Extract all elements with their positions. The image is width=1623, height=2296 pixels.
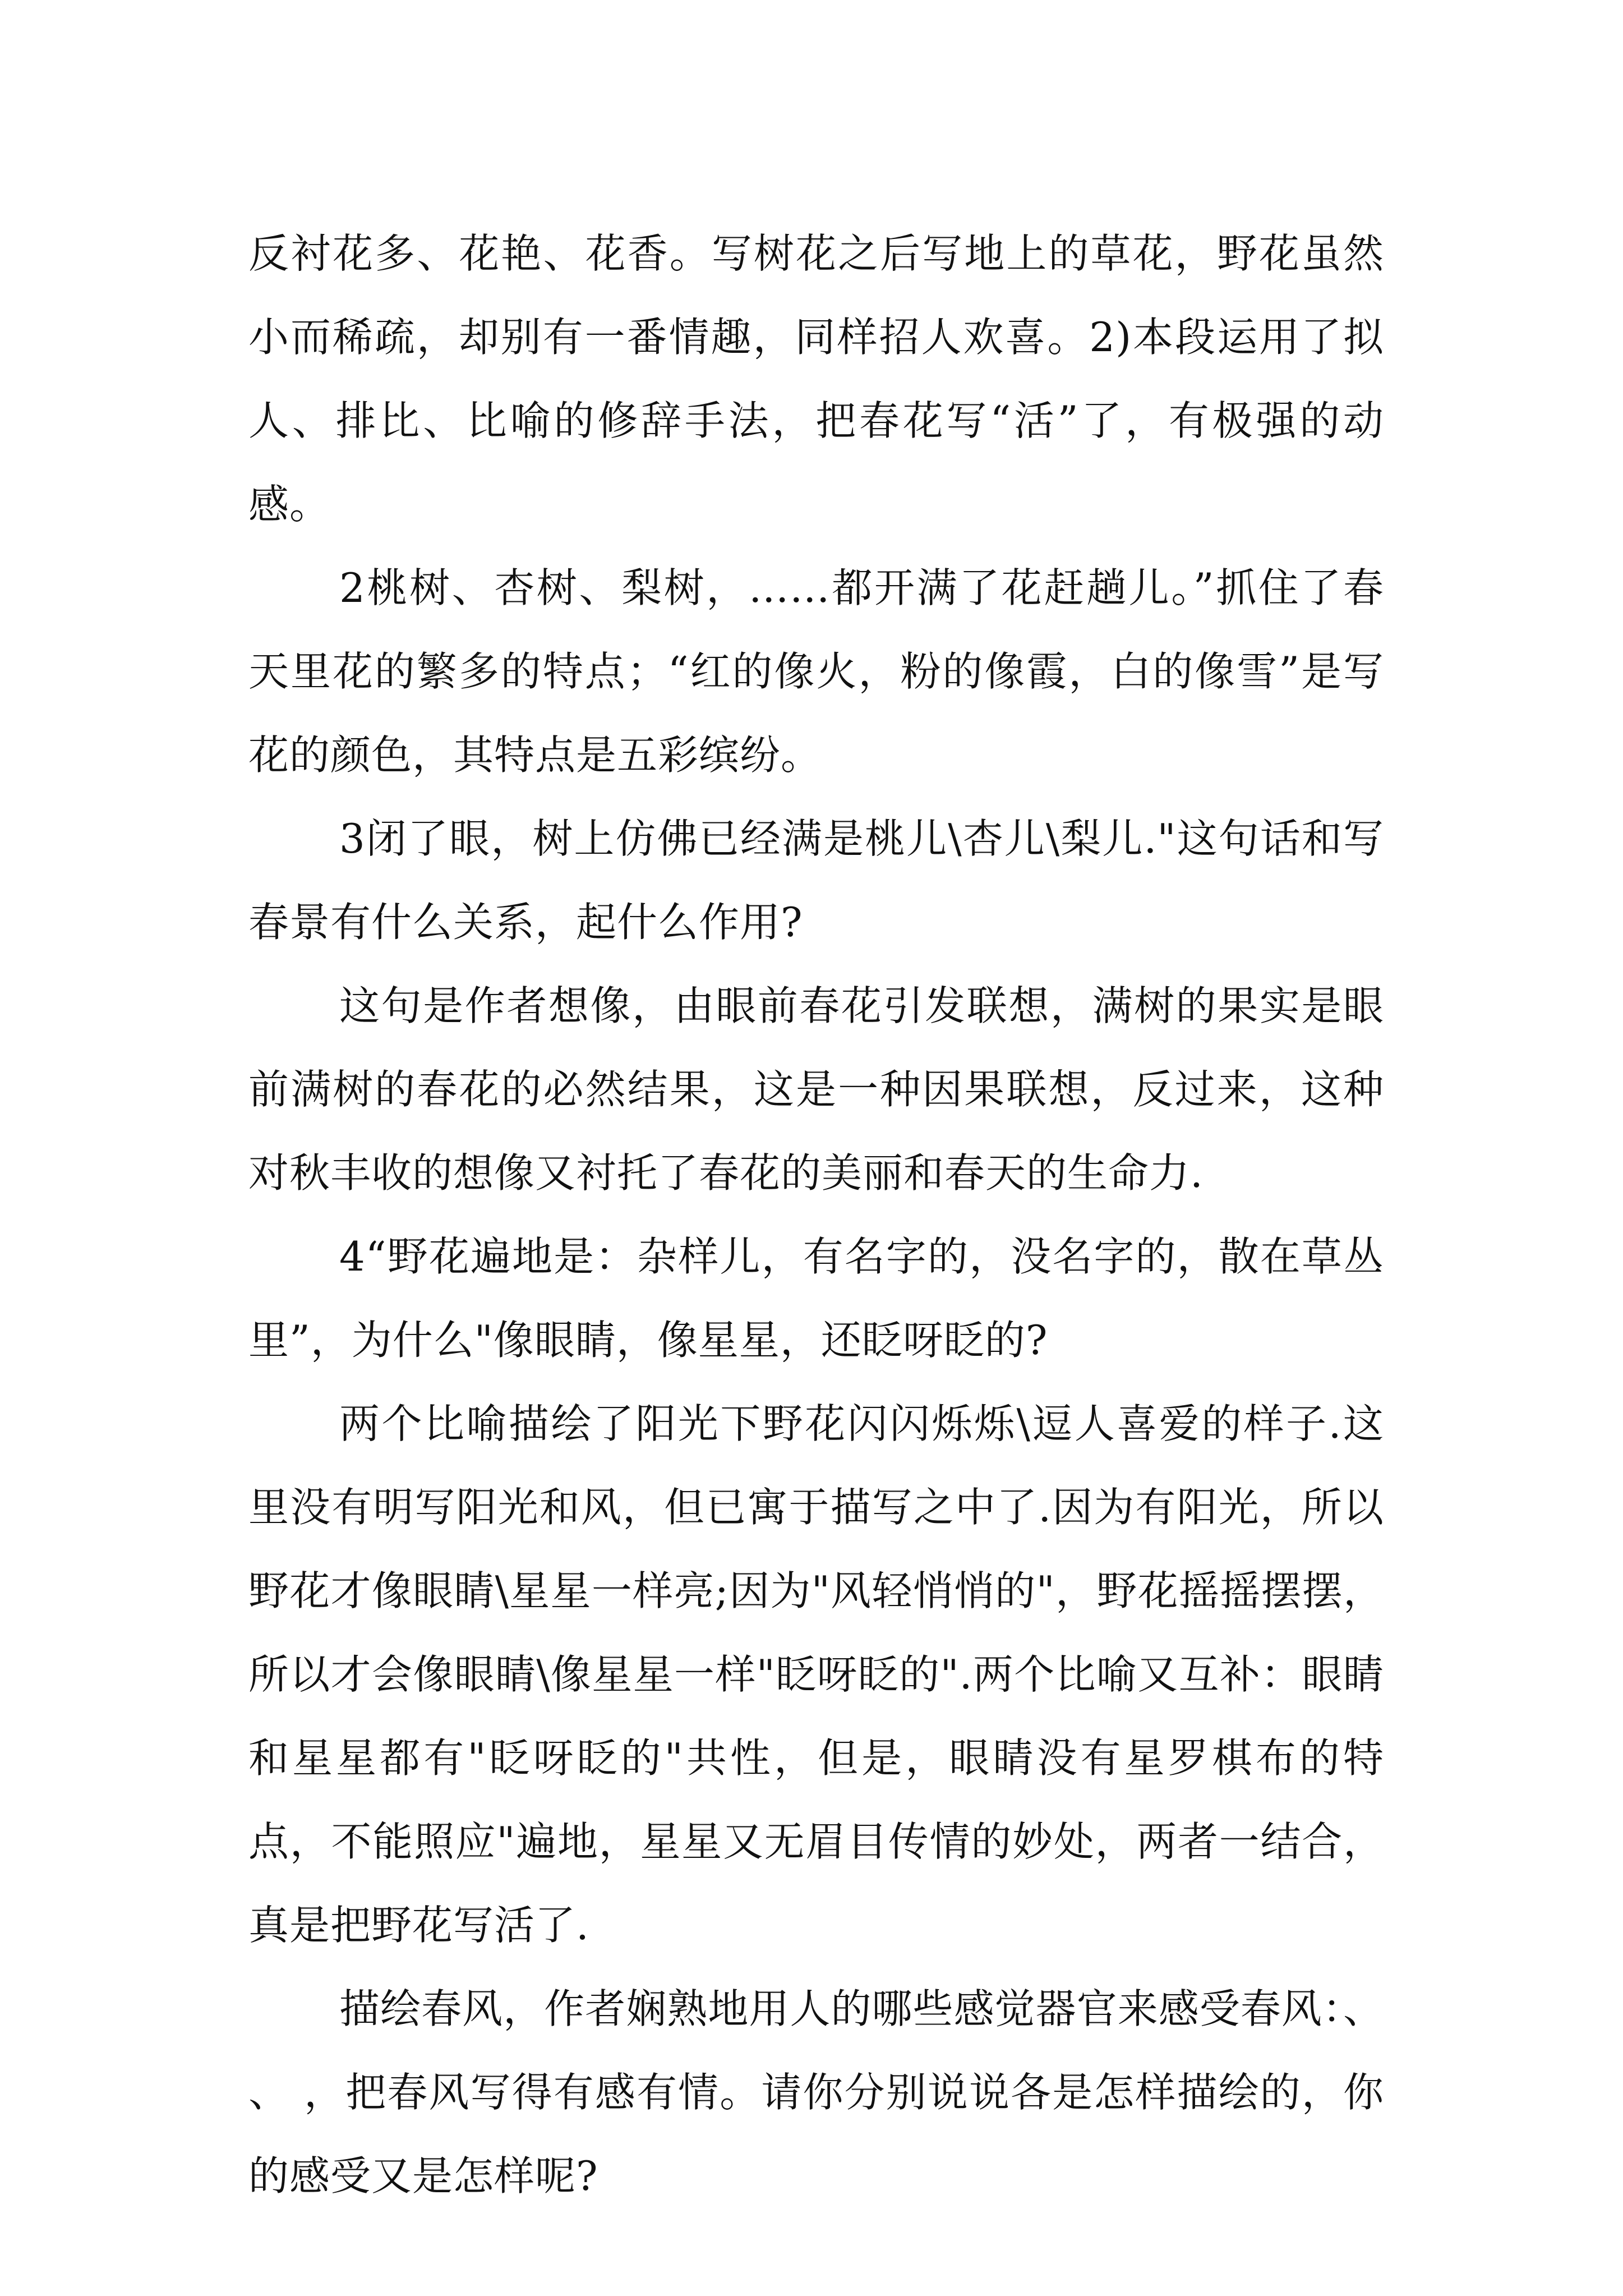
paragraph-2: 2桃树、杏树、梨树，……都开满了花赶趟儿。”抓住了春天里花的繁多的特点；“红的像火，粉的像霞，白的像雪”是写花的颜色，其特点是五彩缤纷。 (248, 564, 1384, 779)
paragraph-5: 4“野花遍地是：杂样儿，有名字的，没名字的，散在草丛里”，为什么"像眼睛，像星星，还眨呀眨的? (248, 1233, 1384, 1364)
paragraph-7: 描绘春风，作者娴熟地用人的哪些感觉器官来感受春风：、 、 ，把春风写得有感有情。请你分别说说各是怎样描绘的，你的感受又是怎样呢? (248, 1985, 1384, 2200)
paragraph-1: 反衬花多、花艳、花香。写树花之后写地上的草花，野花虽然小而稀疏，却别有一番情趣，同样招人欢喜。2)本段运用了拟人、排比、比喻的修辞手法，把春花写“活”了，有极强的动感。 (248, 230, 1384, 528)
paragraph-3: 3闭了眼，树上仿佛已经满是桃儿\杏儿\梨儿."这句话和写春景有什么关系，起什么作用? (248, 815, 1384, 946)
paragraph-4: 这句是作者想像，由眼前春花引发联想，满树的果实是眼前满树的春花的必然结果，这是一种因果联想，反过来，这种对秋丰收的想像又衬托了春花的美丽和春天的生命力. (248, 982, 1384, 1197)
paragraph-6: 两个比喻描绘了阳光下野花闪闪烁烁\逗人喜爱的样子.这里没有明写阳光和风，但已寓于描写之中了.因为有阳光，所以野花才像眼睛\星星一样亮;因为"风轻悄悄的"，野花摇摇摆摆，所以才会像眼睛\像星星一样"眨呀眨的".两个比喻又互补：眼睛和星星都有"眨呀眨的"共性，但是，眼睛没有星罗棋布的特点，不能照应"遍地，星星又无眉目传情的妙处，两者一结合，真是把野花写活了. (248, 1400, 1384, 1949)
document-body (248, 212, 1384, 2218)
